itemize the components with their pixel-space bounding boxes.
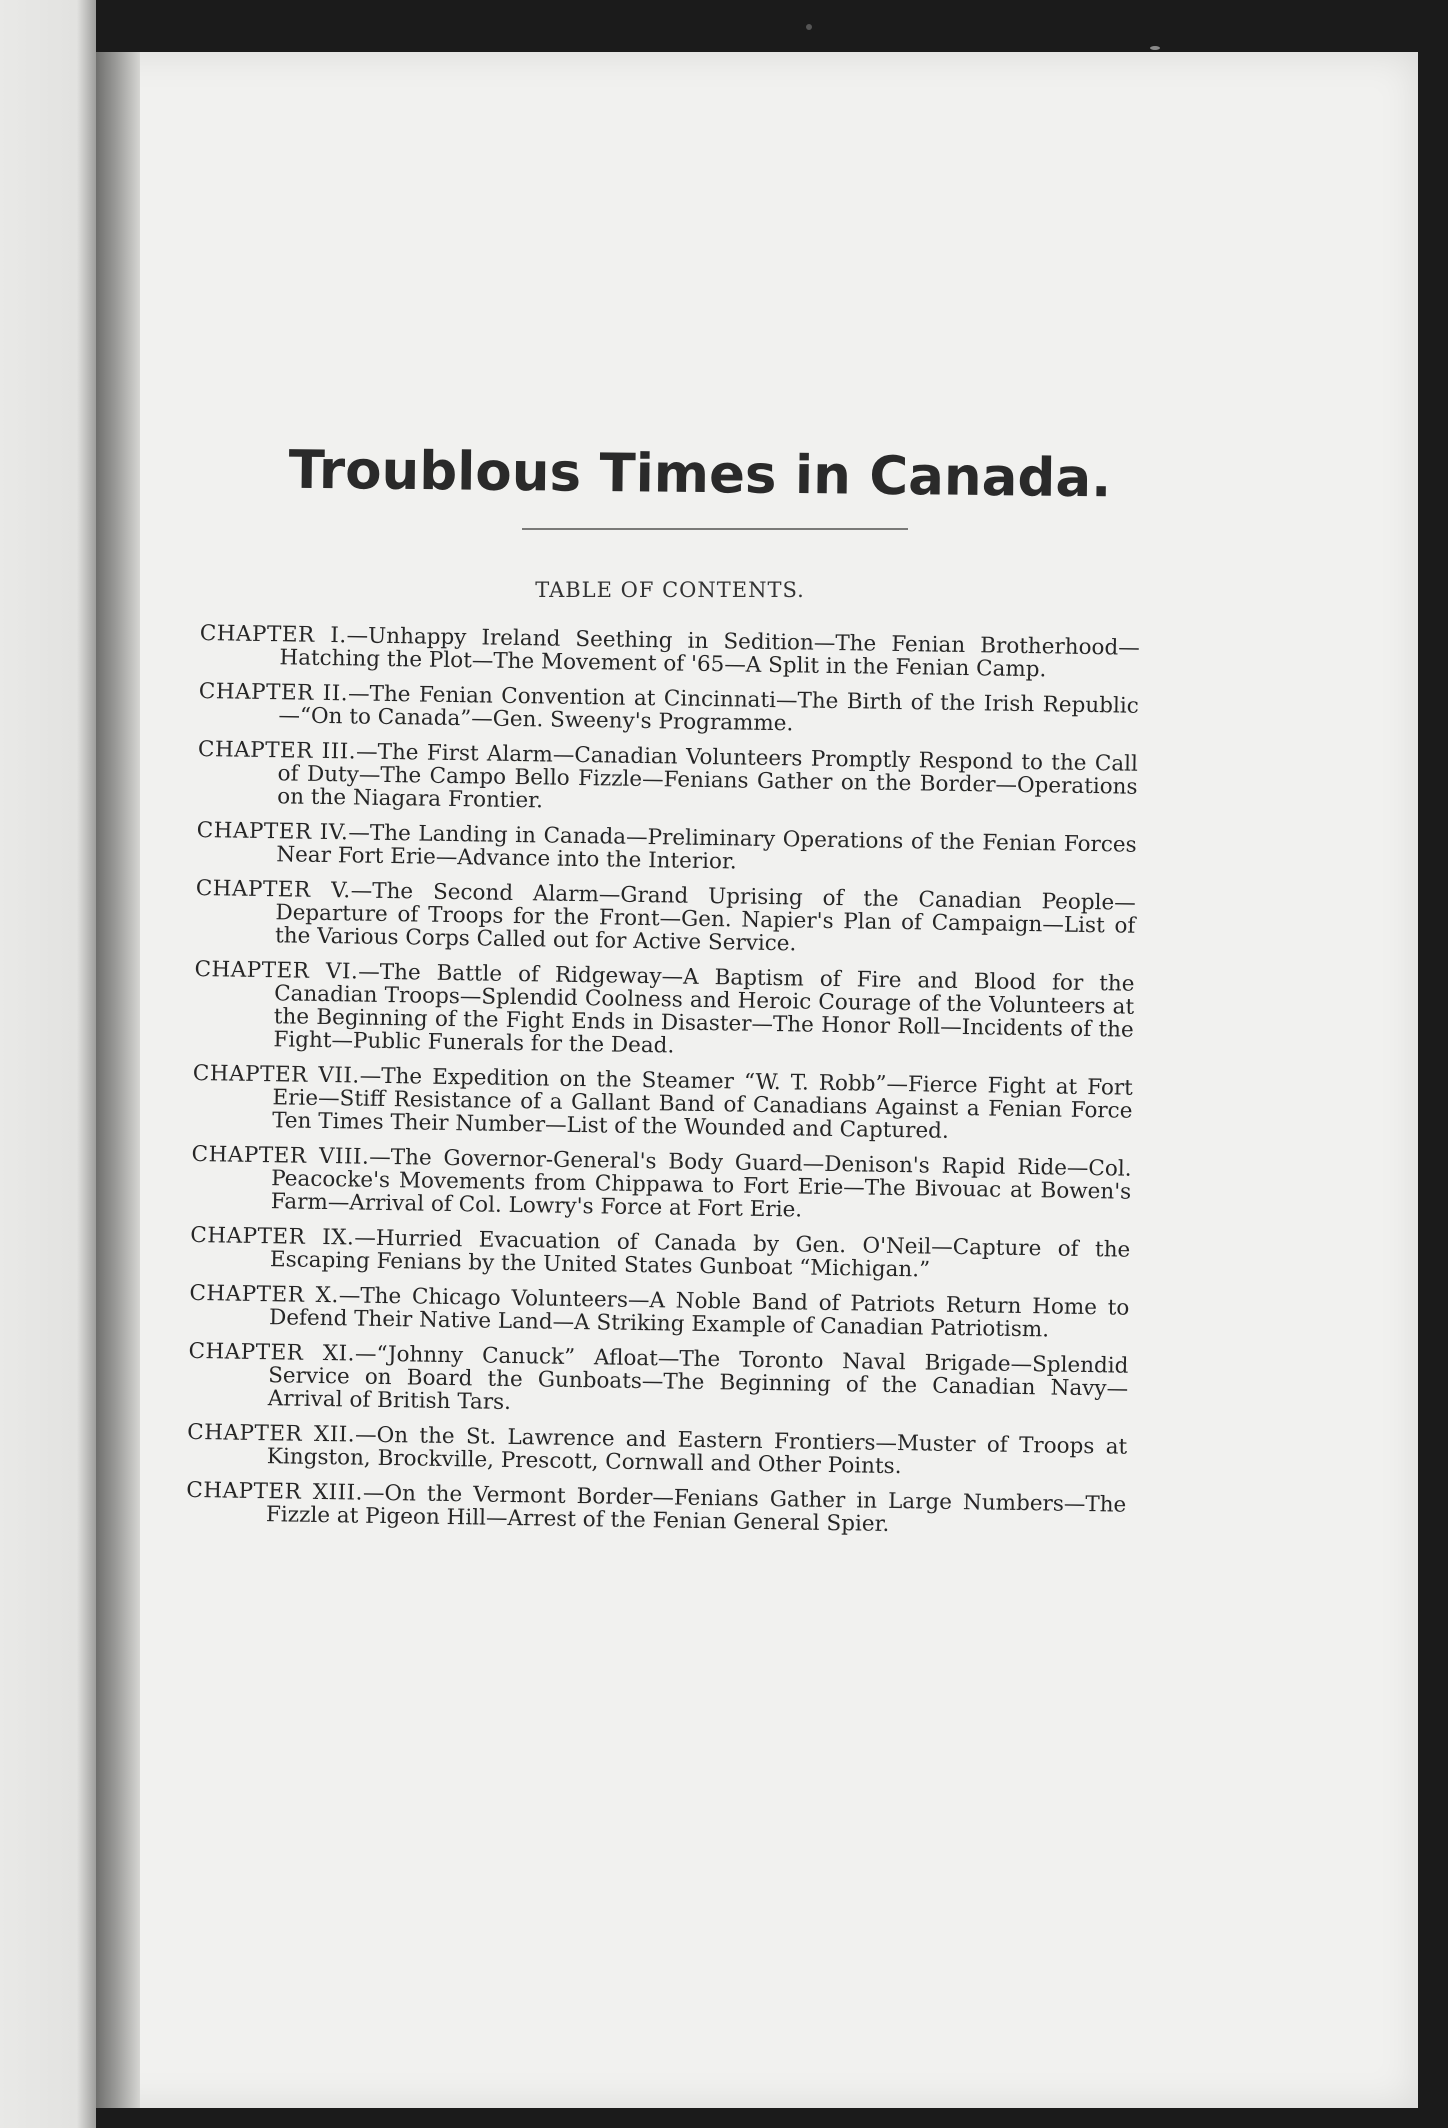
toc-entry xyxy=(188,1340,1129,1424)
chapter-label: CHAPTER IV. xyxy=(196,817,349,846)
chapter-summary: —The Second Alarm—Grand Uprising of the Canadian People—Departure of Troops for the Front—Gen. Napier's Plan of Campaign—List of the Various Corps Called out for Active Service. xyxy=(274,878,1136,957)
chapter-summary: —The Chicago Volunteers—A Noble Band of Patriots Return Home to Defend Their Native Land—A Striking Example of Canadian Patriotism. xyxy=(268,1283,1130,1343)
chapter-label: CHAPTER VII. xyxy=(192,1060,360,1089)
chapter-label: CHAPTER IX. xyxy=(190,1222,355,1251)
chapter-summary: —The Expedition on the Steamer “W. T. Robb”—Fierce Fight at Fort Erie—Stiff Resistance of a Gallant Band of Canadians Against a Fenian Force Ten Times Their Number—List of the Wounded and Captured. xyxy=(271,1063,1133,1144)
toc-heading: TABLE OF CONTENTS. xyxy=(535,578,805,602)
chapter-label: CHAPTER XII. xyxy=(187,1419,356,1448)
chapter-summary: —The Governor-General's Body Guard—Denison's Rapid Ride—Col. Peacocke's Movements from Chippawa to Fort Erie—The Bivouac at Bowen's Farm—Arrival of Col. Lowry's Force at Fort Erie. xyxy=(270,1144,1132,1223)
chapter-label: CHAPTER III. xyxy=(197,736,357,765)
chapter-summary: —The Landing in Canada—Preliminary Operations of the Fenian Forces Near Fort Erie—Advance into the Interior. xyxy=(276,820,1137,875)
toc-entry xyxy=(196,819,1137,880)
facing-page-edge xyxy=(0,0,96,2128)
toc-entry xyxy=(193,958,1134,1065)
scan-speck xyxy=(1150,46,1160,50)
chapter-summary: —Hurried Evacuation of Canada by Gen. O'Neil—Capture of the Escaping Fenians by the United States Gunboat “Michigan.” xyxy=(269,1225,1131,1283)
chapter-label: CHAPTER X. xyxy=(189,1280,339,1309)
chapter-summary: —The Fenian Convention at Cincinnati—The Birth of the Irish Republic—“On to Canada”—Gen. Sweeny's Programme. xyxy=(278,681,1139,737)
toc-entry xyxy=(187,1421,1128,1482)
page-title: Troublous Times in Canada. xyxy=(288,439,1112,509)
title-divider xyxy=(522,528,908,530)
chapter-summary: —The Battle of Ridgeway—A Baptism of Fire and Blood for the Canadian Troops—Splendid Coolness and Heroic Courage of the Volunteers at the Beginning of the Fight Ends in Disaster—The Honor Roll—Incidents of the Fight—Public Funerals for the Dead. xyxy=(273,959,1135,1059)
toc-entry xyxy=(186,1479,1127,1540)
toc-entry xyxy=(189,1282,1130,1343)
toc-entry xyxy=(192,1062,1133,1146)
toc-entry xyxy=(195,877,1136,961)
scan-speck xyxy=(806,24,812,30)
chapter-label: CHAPTER XI. xyxy=(188,1338,356,1367)
toc-entry xyxy=(190,1224,1131,1285)
chapter-label: CHAPTER I. xyxy=(199,621,347,649)
toc-entry xyxy=(198,680,1139,741)
chapter-label: CHAPTER V. xyxy=(195,875,351,904)
chapter-label: CHAPTER VIII. xyxy=(191,1141,370,1170)
chapter-summary: —Unhappy Ireland Seething in Sedition—The Fenian Brotherhood—Hatching the Plot—The Movement of '65—A Split in the Fenian Camp. xyxy=(279,623,1140,683)
table-of-contents xyxy=(186,622,1140,1552)
toc-entry xyxy=(197,738,1138,822)
chapter-label: CHAPTER II. xyxy=(198,678,349,707)
page-binding-shadow xyxy=(96,52,140,2108)
chapter-label: CHAPTER XIII. xyxy=(186,1477,364,1506)
chapter-summary: —“Johnny Canuck” Afloat—The Toronto Naval Brigade—Splendid Service on Board the Gunboats—The Beginning of the Canadian Navy—Arrival of British Tars. xyxy=(267,1341,1129,1415)
chapter-summary: —On the Vermont Border—Fenians Gather in Large Numbers—The Fizzle at Pigeon Hill—Arrest of the Fenian General Spier. xyxy=(265,1480,1127,1537)
chapter-summary: —On the St. Lawrence and Eastern Frontiers—Muster of Troops at Kingston, Brockville, Prescott, Cornwall and Other Points. xyxy=(266,1422,1128,1480)
chapter-label: CHAPTER VI. xyxy=(194,956,359,985)
toc-entry xyxy=(191,1143,1132,1227)
chapter-summary: —The First Alarm—Canadian Volunteers Promptly Respond to the Call of Duty—The Campo Bello Fizzle—Fenians Gather on the Border—Operations on the Niagara Frontier. xyxy=(277,739,1139,814)
